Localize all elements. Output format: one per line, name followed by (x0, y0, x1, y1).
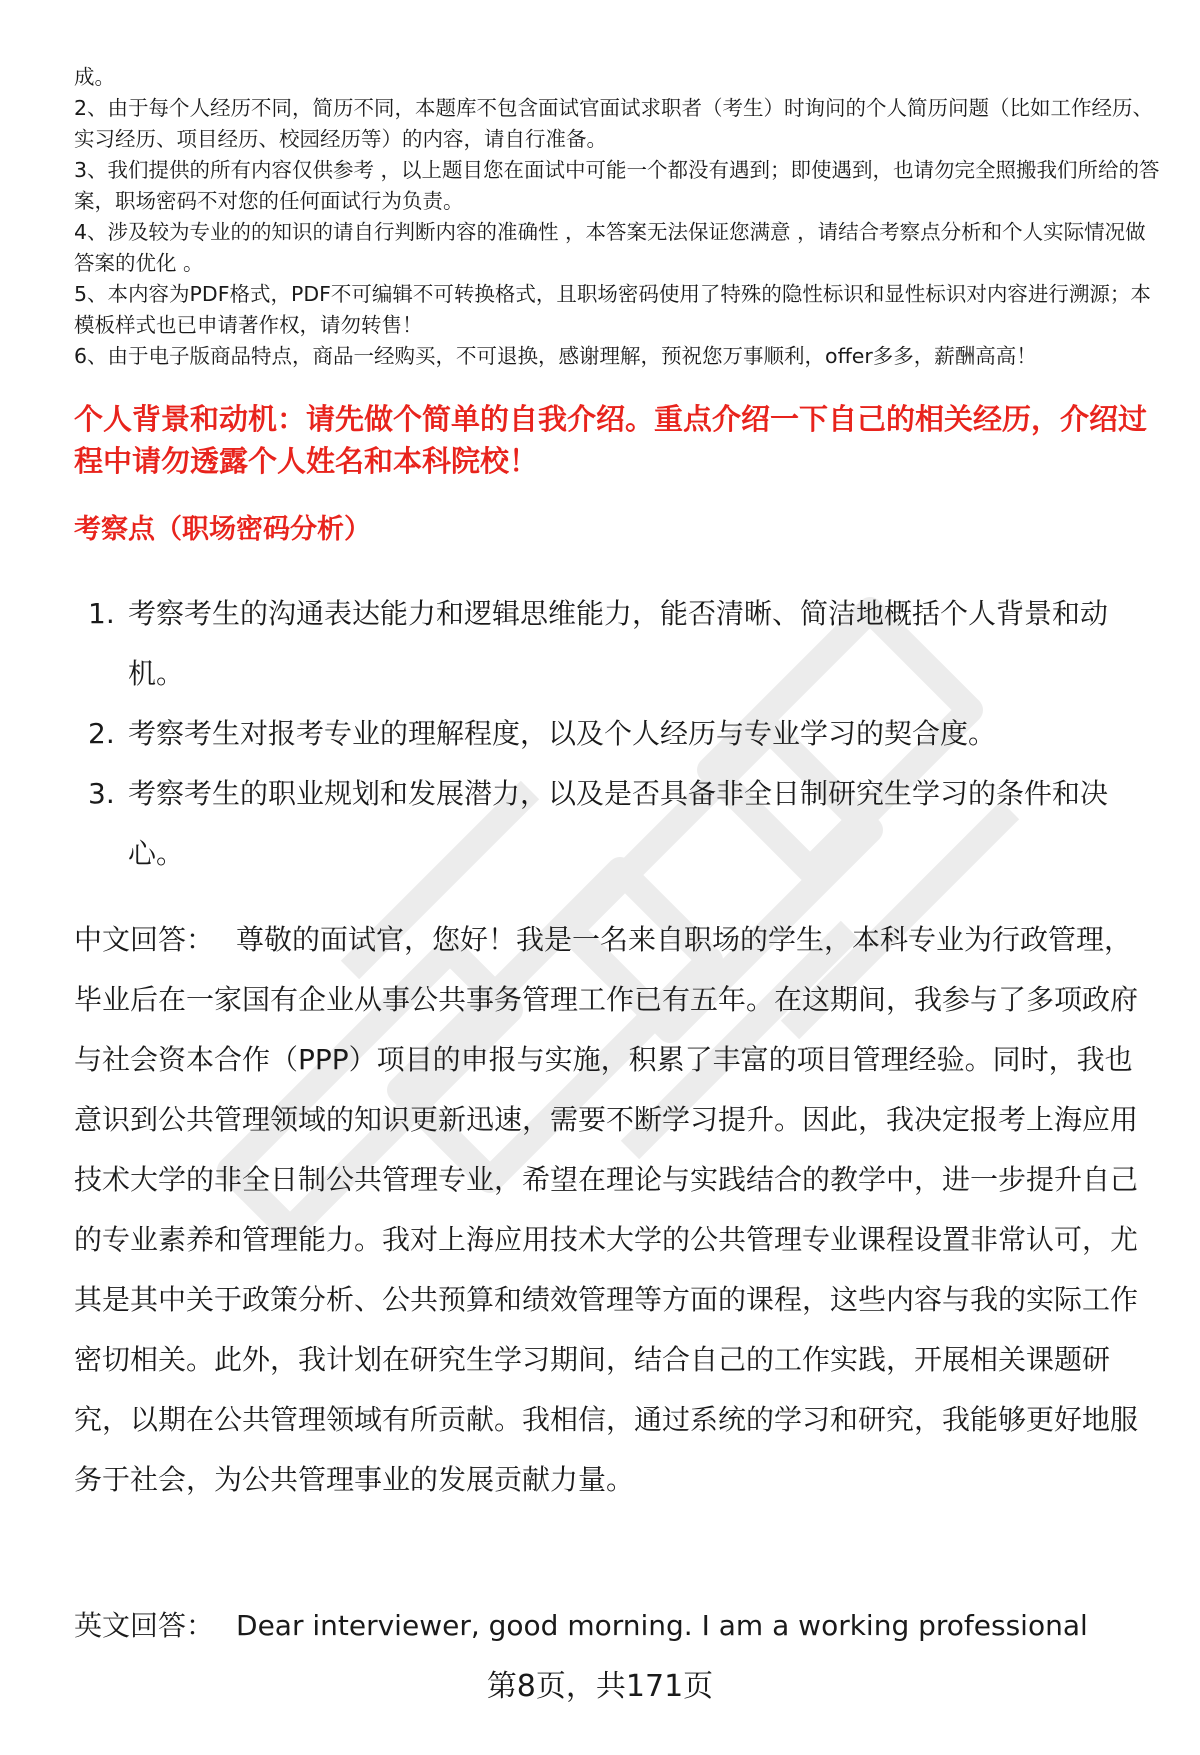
list-item-text: 考察考生的职业规划和发展潜力，以及是否具备非全日制研究生学习的条件和决心。 (128, 777, 1109, 870)
note-line: 3、我们提供的所有内容仅供参考 ，以上题目您在面试中可能一个都没有遇到；即使遇到，也请勿完全照搬我们所给的答案，职场密码不对您的任何面试行为负责。 (74, 158, 1160, 213)
note-line: 成。 (74, 65, 115, 89)
note-line: 5、本内容为PDF格式，PDF不可编辑不可转换格式，且职场密码使用了特殊的隐性标识和显性标识对内容进行溯源；本模板样式也已申请著作权，请勿转售！ (74, 282, 1151, 337)
page-number-footer: 第8页，共171页 (486, 1669, 714, 1704)
list-item-number: 1. (88, 597, 115, 630)
note-line: 6、由于电子版商品特点，商品一经购买，不可退换，感谢理解，预祝您万事顺利，offer多多，薪酬高高！ (74, 344, 1037, 368)
list-item (74, 704, 1154, 764)
chinese-answer (74, 910, 1154, 1510)
list-item-number: 3. (88, 777, 115, 810)
note-line: 2、由于每个人经历不同，简历不同，本题库不包含面试官面试求职者（考生）时询问的个人简历问题（比如工作经历、实习经历、项目经历、校园经历等）的内容，请自行准备。 (74, 96, 1154, 151)
list-item (74, 584, 1154, 704)
notes-section (74, 62, 1164, 372)
note-line: 4、涉及较为专业的的知识的请自行判断内容的准确性 ，本答案无法保证您满意 ，请结合考察点分析和个人实际情况做答案的优化 。 (74, 220, 1146, 275)
english-answer-text: Dear interviewer, good morning. I am a working professional (236, 1609, 1088, 1642)
chinese-answer-text: 尊敬的面试官，您好！我是一名来自职场的学生，本科专业为行政管理，毕业后在一家国有企业从事公共事务管理工作已有五年。在这期间，我参与了多项政府与社会资本合作（PPP）项目的申报与实施，积累了丰富的项目管理经验。同时，我也意识到公共管理领域的知识更新迅速，需要不断学习提升。因此，我决定报考上海应用技术大学的非全日制公共管理专业，希望在理论与实践结合的教学中，进一步提升自己的专业素养和管理能力。我对上海应用技术大学的公共管理专业课程设置非常认可，尤其是其中关于政策分析、公共预算和绩效管理等方面的课程，这些内容与我的实际工作密切相关。此外，我计划在研究生学习期间，结合自己的工作实践，开展相关课题研究，以期在公共管理领域有所贡献。我相信，通过系统的学习和研究，我能够更好地服务于社会，为公共管理事业的发展贡献力量。 (74, 923, 1139, 1496)
list-item-text: 考察考生对报考专业的理解程度，以及个人经历与专业学习的契合度。 (128, 717, 997, 750)
list-item (74, 764, 1154, 884)
chinese-answer-label: 中文回答： (74, 923, 215, 956)
question-heading: 个人背景和动机：请先做个简单的自我介绍。重点介绍一下自己的相关经历，介绍过程中请勿透露个人姓名和本科院校！ (74, 402, 1148, 478)
kaochadian-title: 考察点（职场密码分析） (74, 514, 371, 545)
kaochadian-list (74, 584, 1154, 884)
list-item-number: 2. (88, 717, 115, 750)
english-answer-label: 英文回答： (74, 1609, 215, 1642)
english-answer (74, 1596, 1154, 1656)
list-item-text: 考察考生的沟通表达能力和逻辑思维能力，能否清晰、简洁地概括个人背景和动机。 (128, 597, 1109, 690)
